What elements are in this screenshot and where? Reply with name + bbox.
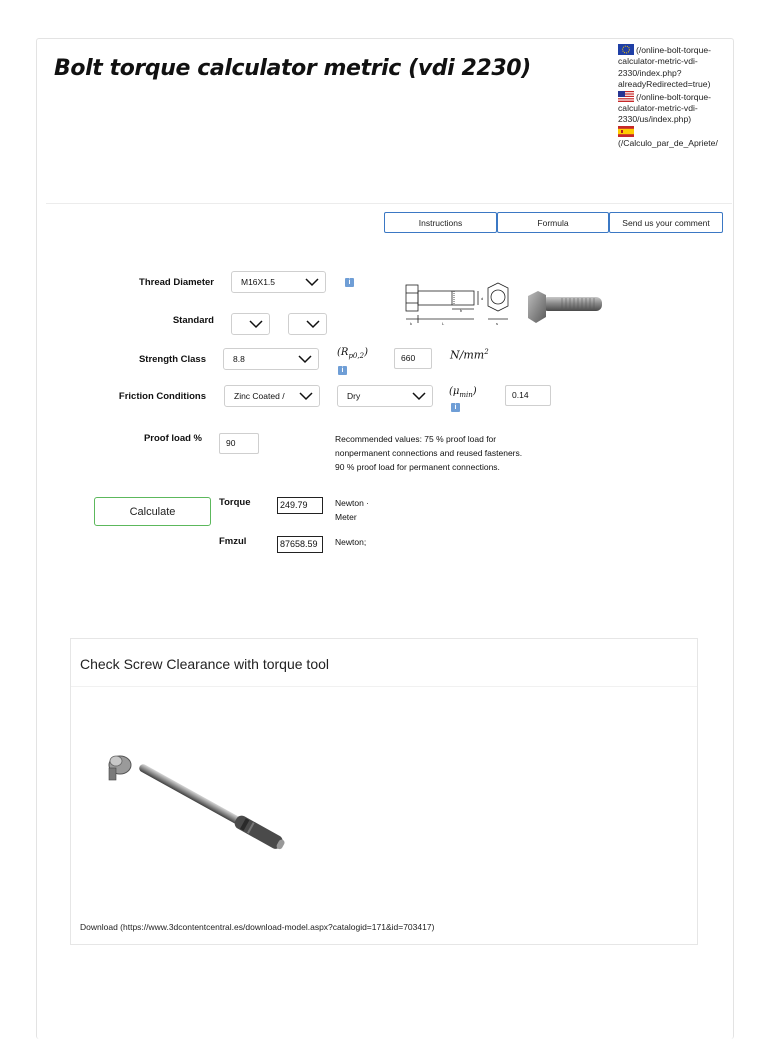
- chevron-down-icon: [412, 391, 426, 401]
- strength-class-select[interactable]: [223, 348, 319, 370]
- svg-text:d: d: [481, 296, 484, 301]
- info-icon[interactable]: i: [345, 278, 354, 287]
- formula-button[interactable]: Formula: [497, 212, 609, 233]
- language-link-es[interactable]: [618, 126, 738, 150]
- lubrication-select[interactable]: [337, 385, 433, 407]
- thread-diameter-value: M16X1.5: [241, 277, 276, 287]
- language-link-eu[interactable]: [618, 44, 738, 91]
- torque-unit: Newton · Meter: [335, 498, 370, 522]
- standard-variant-select[interactable]: [288, 313, 327, 335]
- fmzul-label: Fmzul: [219, 536, 247, 547]
- yield-strength-symbol: $(R_{p0,2})$: [337, 347, 368, 360]
- proof-load-input[interactable]: 90: [219, 433, 259, 454]
- chevron-down-icon: [249, 319, 263, 329]
- svg-text:b: b: [460, 308, 463, 313]
- fmzul-unit: Newton;: [335, 537, 367, 547]
- language-link-us-text[interactable]: (/online-bolt-torque-calculator-metric-vdi-2330/us/index.php): [618, 91, 711, 125]
- friction-coefficient-input[interactable]: 0.14: [505, 385, 551, 406]
- info-icon[interactable]: i: [338, 366, 347, 375]
- instructions-button[interactable]: Instructions: [384, 212, 497, 233]
- language-link-eu-text[interactable]: (/online-bolt-torque-calculator-metric-vdi-2330/index.php?alreadyRedirected=true): [618, 45, 711, 90]
- calculate-button[interactable]: Calculate: [94, 497, 211, 526]
- torque-label: Torque: [219, 497, 251, 508]
- fmzul-output: 87658.59: [277, 536, 323, 553]
- friction-conditions-label: Friction Conditions: [118, 391, 206, 402]
- svg-text:s: s: [496, 321, 498, 326]
- es-flag-icon: [618, 126, 634, 137]
- us-flag-icon: [618, 91, 634, 102]
- header-divider: [46, 203, 732, 204]
- bolt-photo-image: [526, 290, 604, 324]
- strength-class-value: 8.8: [233, 354, 245, 364]
- standard-select[interactable]: [231, 313, 270, 335]
- panel-divider: [71, 686, 697, 687]
- friction-coefficient-symbol: $(\mu_{min})$: [449, 386, 477, 399]
- friction-conditions-select[interactable]: [224, 385, 320, 407]
- chevron-down-icon: [306, 319, 320, 329]
- lubrication-value: Dry: [347, 391, 361, 401]
- torque-output: 249.79: [277, 497, 323, 514]
- svg-text:L: L: [442, 321, 445, 326]
- eu-flag-icon: [618, 44, 634, 55]
- torque-tool-title: Check Screw Clearance with torque tool: [80, 656, 330, 672]
- proof-load-recommendation: Recommended values: 75 % proof load for nonpermanent connections and reused fasteners. 90 % proof load for permanent connections.: [335, 434, 523, 472]
- bolt-diagram-image: [402, 279, 528, 327]
- chevron-down-icon: [305, 277, 319, 287]
- info-icon[interactable]: i: [451, 403, 460, 412]
- yield-strength-unit: $N/mm^2$: [450, 348, 489, 362]
- language-links: [618, 44, 738, 150]
- language-link-us[interactable]: [618, 91, 738, 126]
- page-title: Bolt torque calculator metric (vdi 2230): [54, 56, 531, 81]
- send-comment-button[interactable]: Send us your comment: [609, 212, 723, 233]
- proof-load-label: Proof load %: [143, 433, 202, 444]
- strength-class-label: Strength Class: [138, 354, 206, 365]
- chevron-down-icon: [299, 391, 313, 401]
- download-link[interactable]: Download (https://www.3dcontentcentral.es/download-model.aspx?catalogid=171&id=703417): [80, 922, 435, 932]
- thread-diameter-label: Thread Diameter: [139, 277, 214, 288]
- friction-conditions-value: Zinc Coated /: [234, 391, 285, 401]
- standard-label: Standard: [172, 315, 214, 326]
- thread-diameter-select[interactable]: [231, 271, 326, 293]
- torque-wrench-image: [100, 740, 305, 865]
- yield-strength-input[interactable]: 660: [394, 348, 432, 369]
- chevron-down-icon: [298, 354, 312, 364]
- svg-text:k: k: [410, 321, 412, 326]
- language-link-es-text[interactable]: (/Calculo_par_de_Apriete/: [618, 138, 718, 149]
